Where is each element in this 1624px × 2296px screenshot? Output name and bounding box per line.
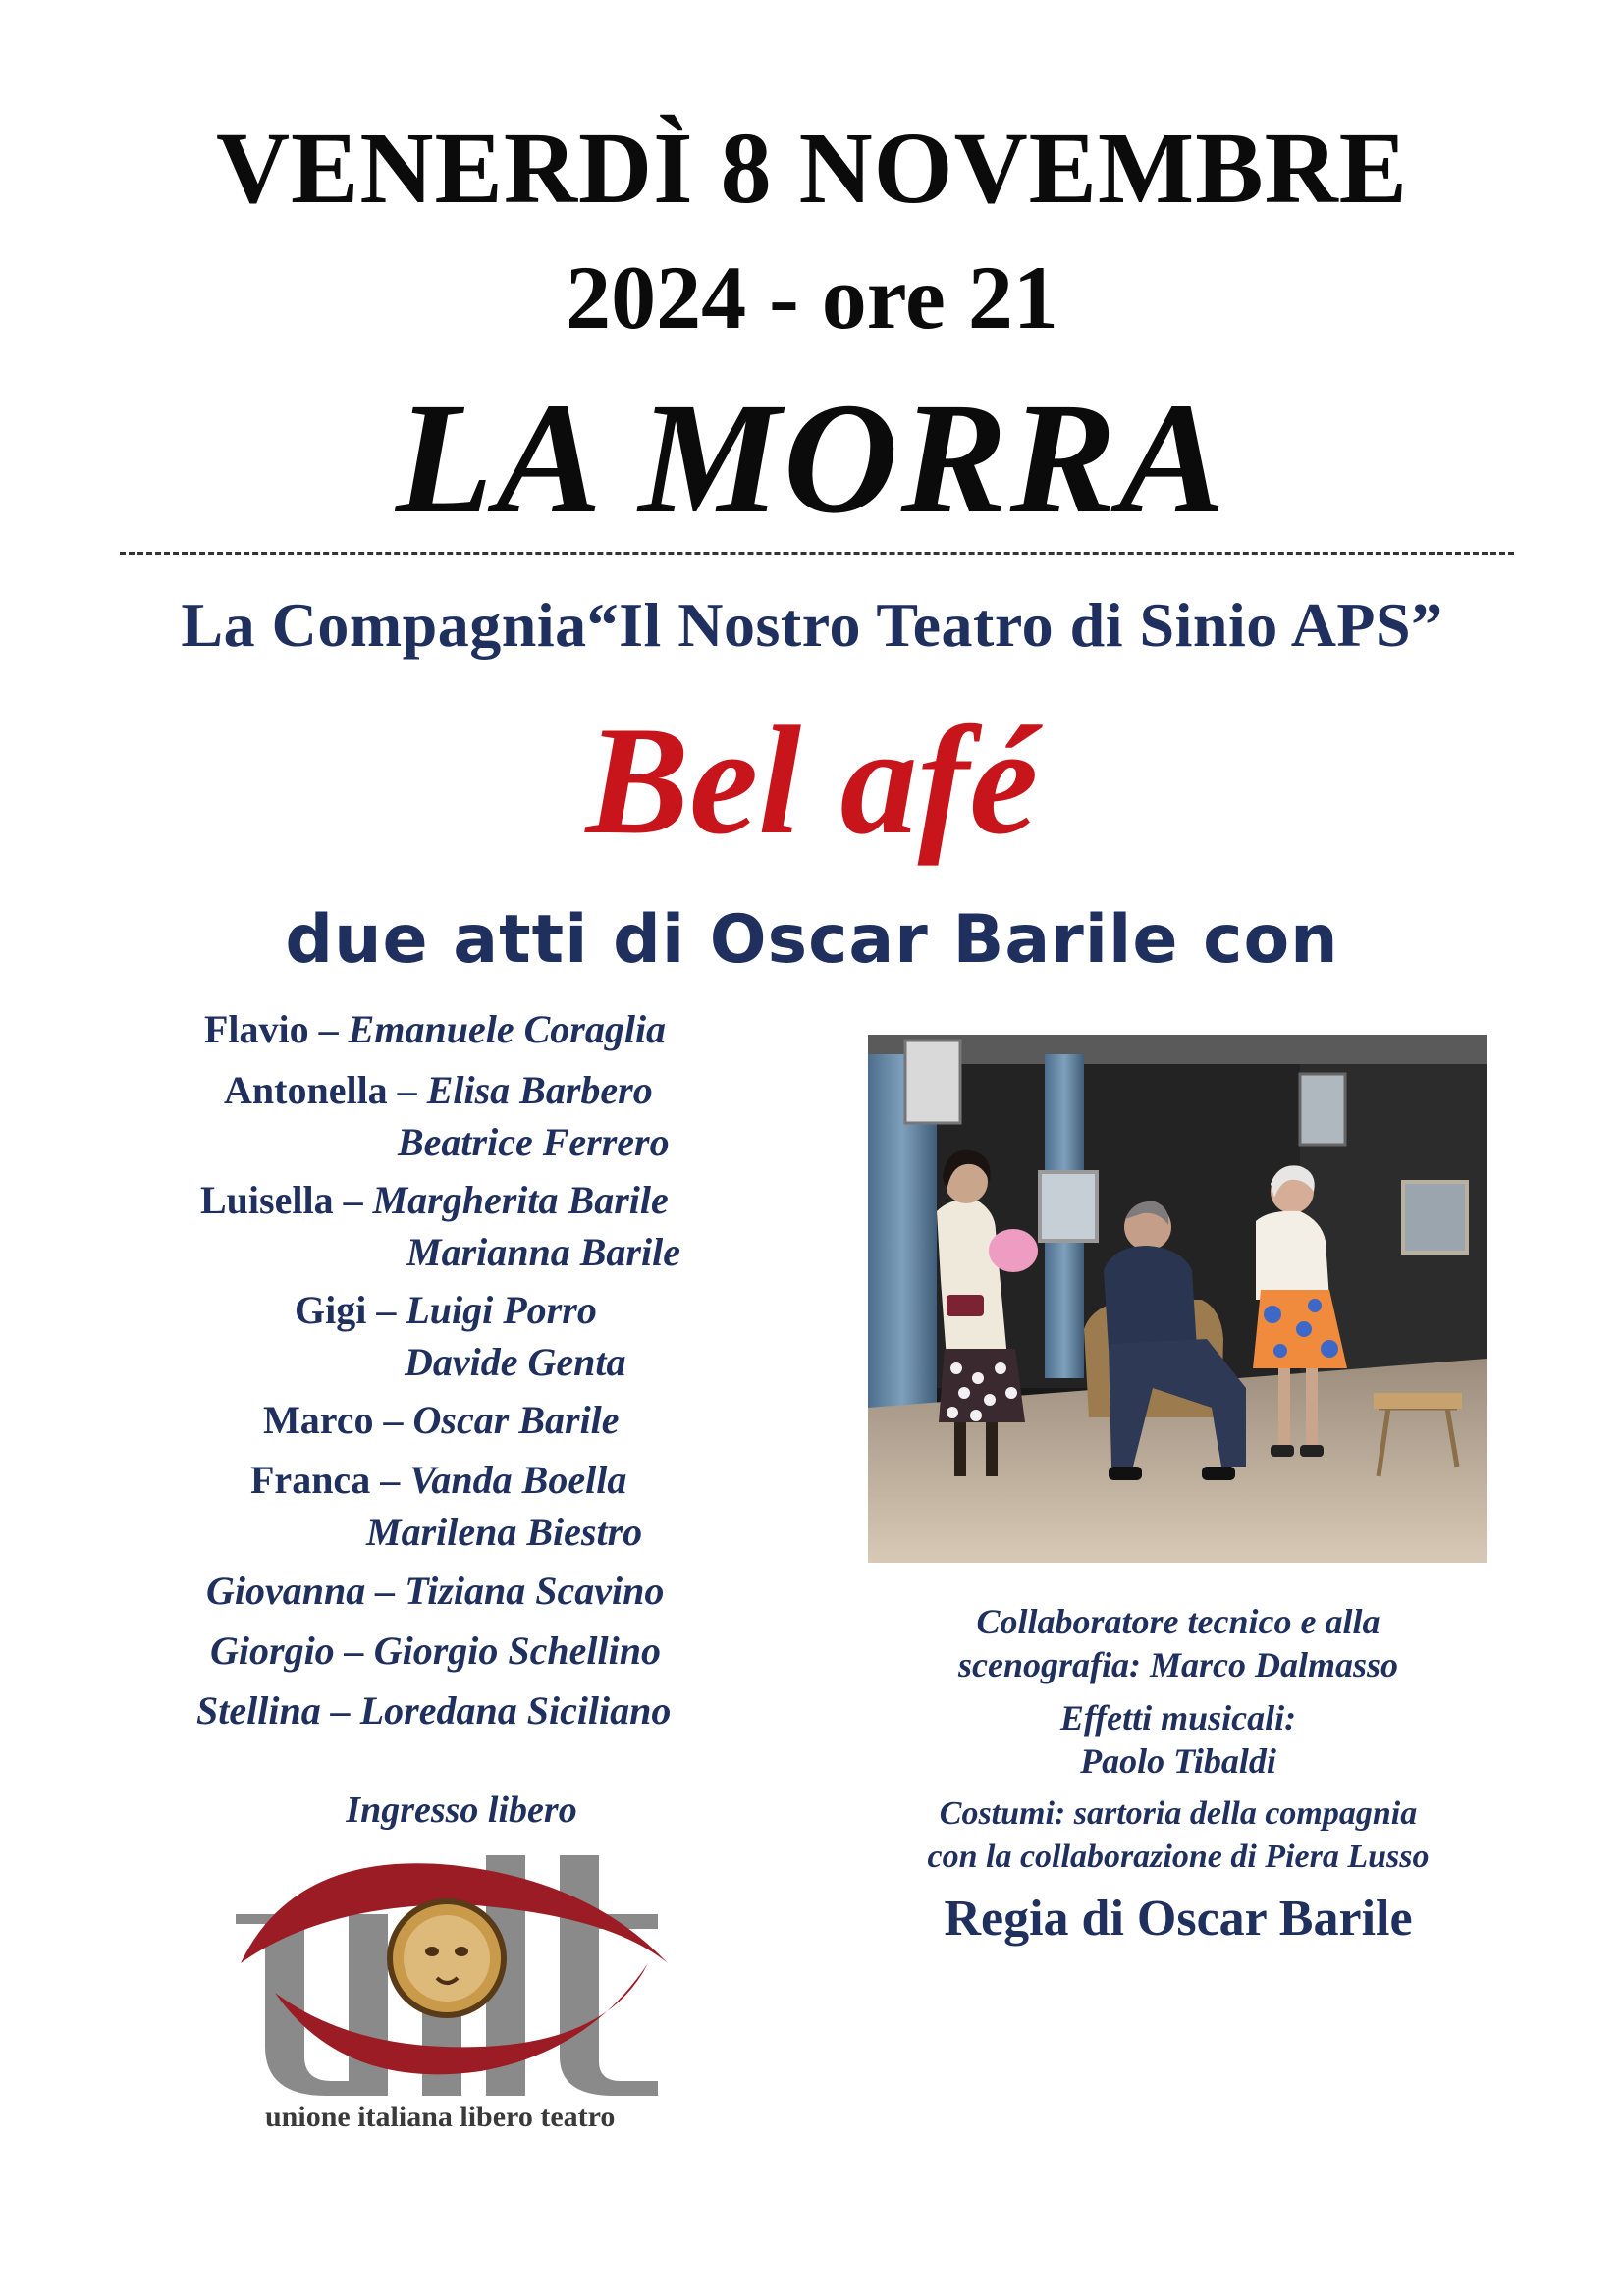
cast-role: Franca –	[250, 1458, 410, 1502]
stage-photo	[868, 1035, 1487, 1563]
tech-credit-line-1: Collaboratore tecnico e alla	[976, 1602, 1380, 1641]
stage-photo-illustration	[868, 1035, 1487, 1563]
cast-actor: Marilena Biestro	[366, 1510, 643, 1554]
music-credit-line-2: Paolo Tibaldi	[1080, 1741, 1276, 1781]
cast-actor: Davide Genta	[405, 1340, 626, 1384]
cast-role: Marco –	[263, 1398, 413, 1442]
cast-entry	[204, 1006, 666, 1052]
cast-actor: Giorgio Schellino	[373, 1629, 661, 1673]
direction-credit: Regia di Oscar Barile	[944, 1891, 1413, 1947]
venue-title: LA MORRA	[396, 371, 1228, 547]
cast-role: Stellina –	[196, 1688, 360, 1733]
cast-entry	[263, 1397, 620, 1443]
cast-role: Flavio –	[204, 1007, 349, 1051]
cast-actor: Margherita Barile	[372, 1178, 669, 1222]
cast-actor: Loredana Siciliano	[359, 1688, 672, 1733]
date-line-1: VENERDÌ 8 NOVEMBRE	[215, 112, 1409, 225]
cast-entry	[405, 1339, 626, 1385]
cast-actor: Luigi Porro	[406, 1288, 597, 1332]
show-subtitle: due atti di Oscar Barile con	[285, 901, 1339, 979]
costume-credit-line-2: con la collaborazione di Piera Lusso	[927, 1839, 1430, 1875]
costume-credit-line-1: Costumi: sartoria della compagnia	[939, 1795, 1418, 1832]
cast-entry	[295, 1287, 597, 1333]
cast-role: Giovanna –	[206, 1569, 406, 1613]
cast-actor: Vanda Boella	[409, 1458, 627, 1502]
company-name: La Compagnia“Il Nostro Teatro di Sinio APS”	[181, 590, 1443, 660]
free-entry-note: Ingresso libero	[346, 1789, 577, 1831]
cast-actor: Tiziana Scavino	[405, 1569, 665, 1613]
uilt-logo-mark	[236, 1845, 697, 2140]
cast-role: Luisella –	[200, 1178, 373, 1222]
cast-entry	[250, 1457, 626, 1503]
cast-entry	[206, 1568, 664, 1614]
music-credit-line-1: Effetti musicali:	[1059, 1698, 1297, 1737]
cast-role: Giorgio –	[210, 1629, 374, 1673]
cast-actor: Oscar Barile	[412, 1398, 620, 1442]
cast-entry	[196, 1687, 671, 1734]
cast-actor: Marianna Barile	[406, 1230, 680, 1274]
cast-actor: Emanuele Coraglia	[348, 1007, 667, 1051]
cast-entry	[406, 1229, 680, 1275]
uilt-logo	[236, 1845, 697, 2140]
cast-entry	[398, 1119, 670, 1165]
logo-caption: unione italiana libero teatro	[265, 2101, 616, 2133]
cast-entry	[224, 1067, 653, 1113]
cast-actor: Beatrice Ferrero	[398, 1120, 670, 1164]
cast-role: Antonella –	[224, 1068, 427, 1112]
show-title: Bel afé	[585, 695, 1039, 867]
tech-credit-line-2: scenografia: Marco Dalmasso	[958, 1645, 1398, 1684]
cast-entry	[366, 1509, 642, 1555]
date-line-2: 2024 - ore 21	[566, 247, 1058, 347]
cast-entry	[200, 1177, 669, 1223]
dashed-divider	[120, 552, 1514, 555]
cast-actor: Elisa Barbero	[426, 1068, 653, 1112]
cast-role: Gigi –	[295, 1288, 406, 1332]
cast-entry	[210, 1628, 661, 1674]
